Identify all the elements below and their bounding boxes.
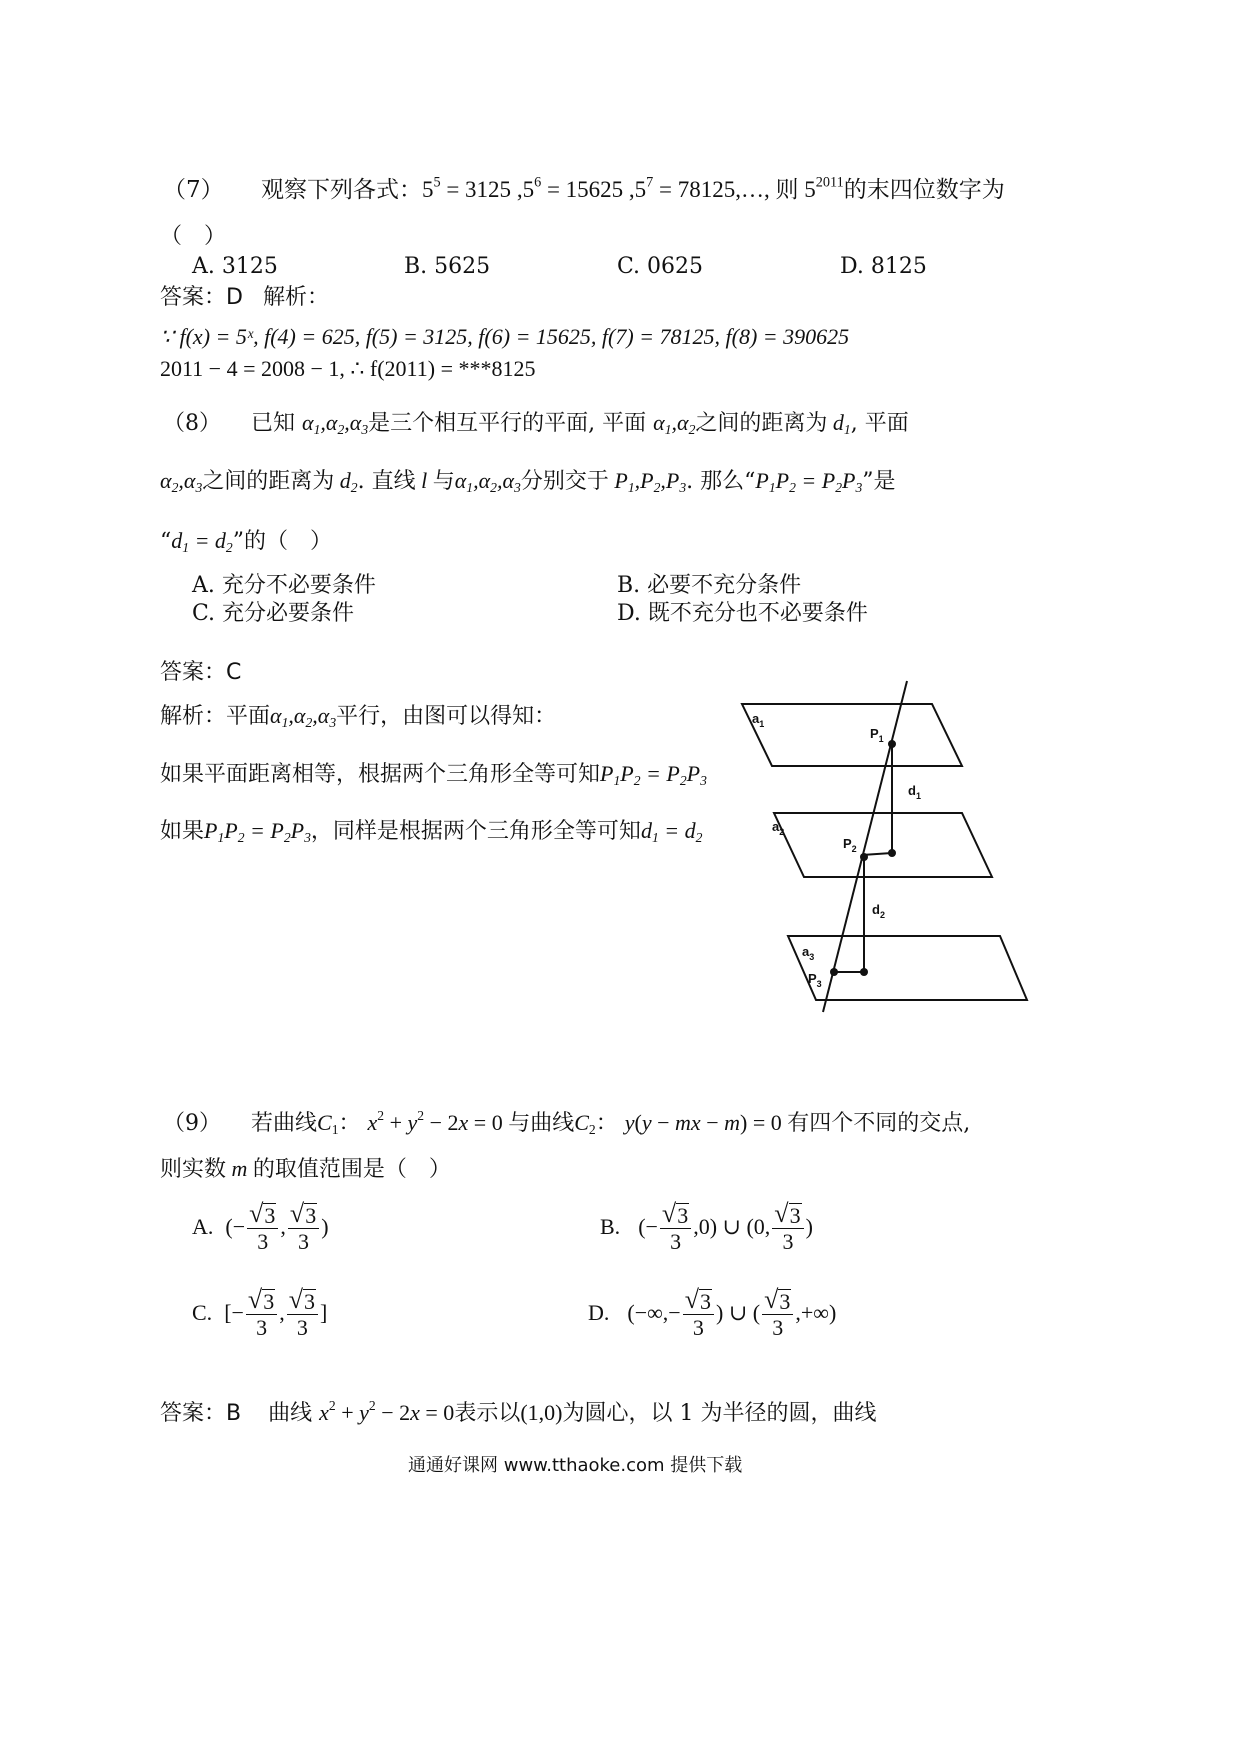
- label-a3: $a_3$: [802, 944, 815, 962]
- plane-a1: [742, 704, 962, 766]
- q7-answer-label: 答案：: [160, 285, 227, 310]
- q9-option-b: B. (− √ 3 3 ,0) ∪ (0, √ 3 3 ): [600, 1199, 813, 1254]
- q8-s12: ”的（ ）: [232, 529, 332, 554]
- label-a2: $a_2$: [772, 819, 785, 837]
- q7-analysis-line-2: 2011 − 4 = 2008 − 1, ∴ f(2011) = ***8125: [160, 356, 536, 381]
- q8-s8: 分别交于: [520, 469, 609, 494]
- q7-seq-3: = 78125: [659, 177, 736, 202]
- q9-answer-label: 答案：: [160, 1401, 227, 1426]
- q9-option-c: C. [− √ 3 3 , √ 3 3 ]: [192, 1285, 328, 1340]
- q9-s3: 与曲线: [508, 1111, 575, 1136]
- q8-s2: 是三个相互平行的平面, 平面: [368, 411, 647, 436]
- q8-s5: 之间的距离为: [202, 469, 335, 494]
- q8-analysis-line-3: 如果$P_1P_2 = P_2P_3$，同样是根据两个三角形全等可知$d_1 = d_2$: [160, 818, 703, 846]
- q9-s5: 有四个不同的交点,: [787, 1111, 971, 1136]
- label-p1: $P_1$: [870, 726, 884, 744]
- q8-line2-b: ，同样是根据两个三角形全等可知: [310, 819, 641, 844]
- q8-option-b: B. 必要不充分条件: [617, 573, 802, 598]
- page-footer: 通通好课网 www.tthaoke.com 提供下载: [408, 1455, 743, 1476]
- q9-option-a-label: A.: [192, 1214, 214, 1239]
- q7-stem-text: 观察下列各式：: [260, 177, 422, 203]
- q7-option-b: B. 5625: [404, 254, 491, 279]
- q8-line1: 如果平面距离相等，根据两个三角形全等可知: [160, 762, 601, 787]
- q8-answer: [160, 662, 241, 684]
- plane-a3: [788, 936, 1027, 1000]
- label-a1: $a_1$: [752, 711, 765, 729]
- q9-s7: 的取值范围是（ ）: [252, 1157, 451, 1182]
- q8-s6: . 直线: [357, 469, 416, 494]
- q8-s4: , 平面: [850, 411, 909, 436]
- q9-s6: 则实数: [160, 1157, 227, 1182]
- label-d2: $d_2$: [872, 902, 885, 920]
- q8-answer-letter: C: [226, 660, 242, 685]
- q7-seq-4: ,…, 则: [735, 177, 799, 202]
- q7-stem-tail: 的末四位数字为: [843, 177, 1005, 203]
- q9-answer: 答案：B 曲线 $x^2 + y^2 - 2x = 0$表示以(1,0)为圆心，以 1 为半径的圆，曲线: [160, 1397, 877, 1426]
- q7-analysis-label: 解析：: [262, 285, 329, 310]
- q7-answer: [160, 287, 329, 309]
- q9-answer-a: 曲线: [268, 1401, 313, 1426]
- q8-analysis-a: 解析：平面: [160, 704, 271, 729]
- q8-stem-line-2: $\alpha_2,\alpha_3$之间的距离为 $d_2$. 直线 l 与$\alpha_1,\alpha_2,\alpha_3$分别交于 $P_1,P_2,P_3$. 那么“$P_1P_2 = P_2P_3$”是: [160, 468, 896, 496]
- q8-s1: 已知: [251, 411, 296, 436]
- q9-answer-b: 表示以: [454, 1401, 521, 1426]
- q7-option-d: D. 8125: [840, 254, 927, 279]
- q7-paren: （ ）: [160, 224, 227, 249]
- q8-analysis-b: 平行，由图可以得知：: [336, 704, 557, 729]
- parallel-planes-figure: [730, 676, 1035, 1016]
- q9-answer-letter: B: [226, 1401, 242, 1426]
- q9-stem-line-2: 则实数 m 的取值范围是（ ）: [160, 1156, 451, 1182]
- label-d1: $d_1$: [908, 783, 921, 801]
- q8-s10: ”是: [862, 469, 896, 494]
- q8-line2-a: 如果: [160, 819, 205, 844]
- q8-stem-line-3: “$d_1 = d_2$”的（ ）: [160, 528, 332, 556]
- q8-s7: 与: [432, 469, 455, 494]
- q9-option-c-label: C.: [192, 1300, 213, 1325]
- q7-stem: （7） 观察下列各式：$5^5 = 3125$ $,5^6 = 15625$ $,5^7$ = 78125,…, 则 $5^{2011}$的末四位数字为: [163, 174, 1005, 203]
- q7-number: （7）: [163, 177, 224, 203]
- q9-option-b-label: B.: [600, 1214, 621, 1239]
- q7-analysis-line-1: ∵ f(x) = 5ˣ, f(4) = 625, f(5) = 3125, f(6) = 15625, f(7) = 78125, f(8) = 390625: [160, 324, 850, 349]
- q8-option-a: A. 充分不必要条件: [192, 573, 376, 598]
- q9-s4: ：: [595, 1111, 618, 1136]
- q8-number: （8）: [163, 411, 221, 436]
- q9-s2: ：: [338, 1111, 361, 1136]
- q7-option-c: C. 0625: [617, 254, 704, 279]
- q8-analysis-line-1: 解析：平面$\alpha_1,\alpha_2,\alpha_3$平行，由图可以得知：: [160, 703, 557, 731]
- q8-s9: . 那么“: [686, 469, 756, 494]
- q9-stem-line-1: （9） 若曲线$C_1$： $x^2 + y^2 - 2x = 0$ 与曲线$C_2$： y(y − mx − m) = 0 有四个不同的交点,: [163, 1107, 971, 1138]
- q9-number: （9）: [163, 1111, 221, 1136]
- q9-option-d-label: D.: [588, 1300, 610, 1325]
- q7-seq-1: = 3125: [446, 177, 512, 202]
- q8-analysis-line-2: 如果平面距离相等，根据两个三角形全等可知$P_1P_2 = P_2P_3$: [160, 761, 707, 789]
- q7-seq-2: = 15625: [546, 177, 624, 202]
- q9-s1: 若曲线: [251, 1111, 318, 1136]
- q9-answer-c: 为圆心，以 1 为半径的圆，曲线: [562, 1401, 877, 1426]
- q8-s3: 之间的距离为: [695, 411, 828, 436]
- q8-s11: “: [160, 529, 172, 554]
- q7-option-a: A. 3125: [192, 254, 278, 279]
- q7-answer-letter: D: [226, 285, 243, 310]
- label-p3: $P_3$: [808, 971, 822, 989]
- q9-option-a: A. (− √ 3 3 , √ 3 3 ): [192, 1199, 329, 1254]
- q8-option-c: C. 充分必要条件: [192, 601, 355, 626]
- label-p2: $P_2$: [843, 836, 857, 854]
- q8-option-d: D. 既不充分也不必要条件: [617, 601, 868, 626]
- plane-a2: [774, 813, 992, 877]
- q8-answer-label: 答案：: [160, 660, 227, 685]
- q9-option-d: D. (−∞,− √ 3 3 ) ∪ ( √ 3 3 ,+∞): [588, 1285, 837, 1340]
- q8-stem-line-1: （8） 已知 $\alpha_1,\alpha_2,\alpha_3$是三个相互平行的平面, 平面 $\alpha_1,\alpha_2$之间的距离为 $d_1$, 平面: [163, 410, 909, 438]
